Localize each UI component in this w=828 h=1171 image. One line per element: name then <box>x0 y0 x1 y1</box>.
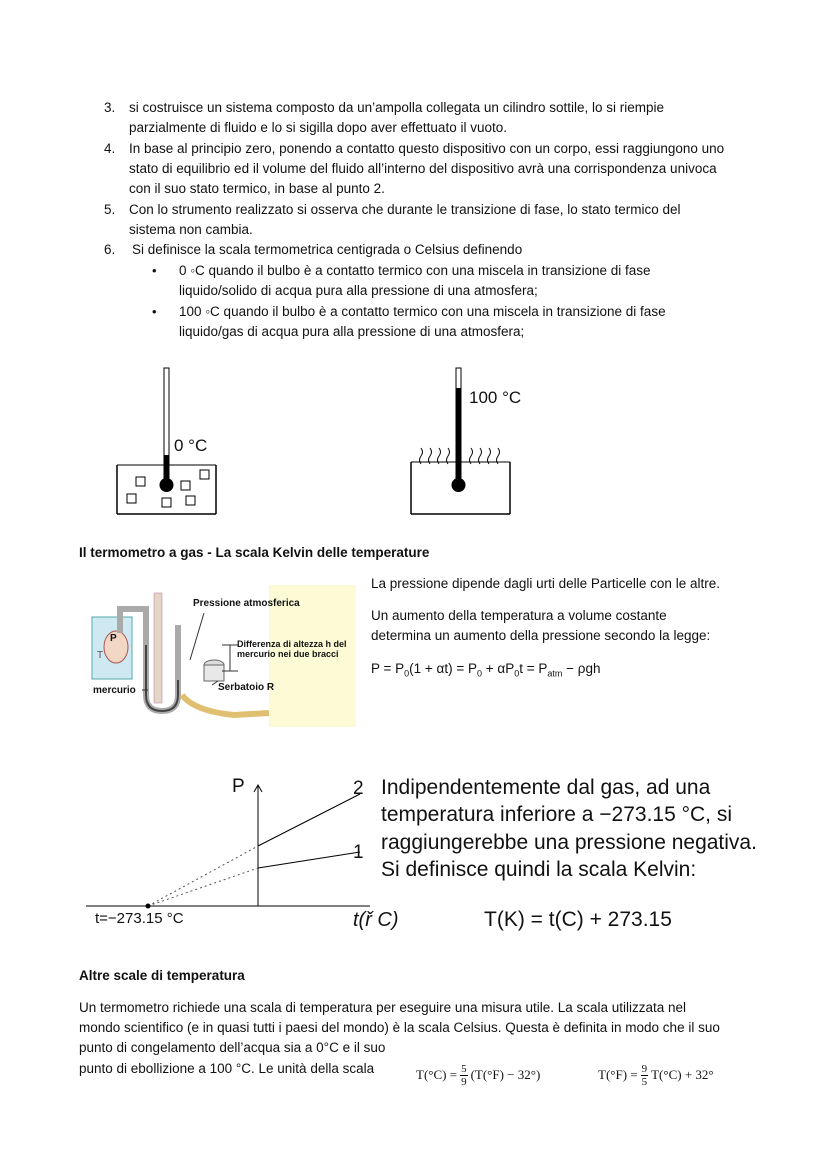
item4-line2: stato di equilibrio ed il volume del fluido all’interno del dispositivo avrà una corrispondenza univoca <box>129 161 717 176</box>
altre-line1: Un termometro richiede una scala di temperatura per eseguire una misura utile. La scala utilizzata nel <box>79 1000 687 1015</box>
formula-c-from-f: T(°C) = $\frac{5}{9}$ (T(°F) − 32°) <box>416 1062 541 1088</box>
line-2 <box>258 794 360 846</box>
kelvin-text-2: temperatura inferiore a −273.15 °C, si <box>381 803 733 826</box>
line-label-2: 2 <box>353 778 364 799</box>
diagram-label-diff1: Differenza di altezza h del <box>237 639 347 649</box>
kelvin-text-4: Si definisce quindi la scala Kelvin: <box>381 858 697 881</box>
list-number-6: 6. <box>104 242 116 257</box>
item3-line1: si costruisce un sistema composto da un’ampolla collegata un cilindro sottile, lo si riempie <box>129 100 665 115</box>
gas-p2-line2: determina un aumento della pressione secondo la legge: <box>371 628 711 643</box>
kelvin-formula: T(K) = t(C) + 273.15 <box>484 908 672 931</box>
gas-heading: Il termometro a gas - La scala Kelvin delle temperature <box>79 545 430 560</box>
bullet-2: • <box>152 304 157 319</box>
bullet1-line1: 0 ◦C quando il bulbo è a contatto termico con una miscela in transizione di fase <box>179 263 651 278</box>
diagram-label-p: P <box>110 633 117 644</box>
altre-line4: punto di ebollizione a 100 °C. Le unità della scala <box>79 1061 375 1076</box>
bullet-1: • <box>152 263 157 278</box>
item3-line2: parzialmente di fluido e lo si sigilla dopo aver effettuato il vuoto. <box>129 120 507 135</box>
origin-point <box>146 904 151 909</box>
altre-heading: Altre scale di temperatura <box>79 968 245 983</box>
gas-p1: La pressione dipende dagli urti delle Particelle con le altre. <box>371 576 720 591</box>
list-number-4: 4. <box>104 141 116 156</box>
item5-line2: sistema non cambia. <box>129 222 253 237</box>
label-100c: 100 °C <box>469 388 522 407</box>
bullet2-line1: 100 ◦C quando il bulbo è a contatto termico con una miscela in transizione di fase <box>179 304 666 319</box>
altre-line2: mondo scientifico (e in quasi tutti i paesi del mondo) è la scala Celsius. Questa è definita in modo che il suo <box>79 1020 720 1035</box>
diagram-label-mercurio: mercurio <box>93 685 136 696</box>
origin-label: t=−273.15 °C <box>95 910 184 927</box>
item5-line1: Con lo strumento realizzato si osserva che durante le transizione di fase, lo stato termico del <box>129 202 681 217</box>
item4-line3: con il suo stato termico, in base al punto 2. <box>129 181 385 196</box>
gas-formula: $P = P_0(1 + \alpha t) = P_0 + \alpha P_0t = P_{atm} - \rho gh$ <box>371 661 601 679</box>
diagram-label-pressione: Pressione atmosferica <box>193 598 300 609</box>
kelvin-text-3: raggiungerebbe una pressione negativa. <box>381 831 757 854</box>
axis-t-label: t(ř C) <box>353 909 399 931</box>
bullet2-line2: liquido/gas di acqua pura alla pressione di una atmosfera; <box>179 324 525 339</box>
axis-p-label: P <box>232 776 245 797</box>
diagram-label-serbatoio: Serbatoio R <box>218 682 275 693</box>
gas-p2-line1: Un aumento della temperatura a volume costante <box>371 608 667 623</box>
altre-line3: punto di congelamento dell’acqua sia a 0°C e il suo <box>79 1040 386 1055</box>
line-1 <box>258 852 360 868</box>
diagram-label-diff2: mercurio nei due bracci <box>237 649 339 659</box>
list-number-5: 5. <box>104 202 116 217</box>
formula-f-from-c: T(°F) = $\frac{9}{5}$ T(°C) + 32° <box>598 1062 714 1088</box>
kelvin-text-1: Indipendentemente dal gas, ad una <box>381 776 711 799</box>
bullet1-line2: liquido/solido di acqua pura alla pressione di una atmosfera; <box>179 283 538 298</box>
list-number-3: 3. <box>104 100 116 115</box>
item6-line1: Si definisce la scala termometrica centigrada o Celsius definendo <box>132 242 523 257</box>
line-label-1: 1 <box>353 842 364 863</box>
diagram-label-t: T <box>97 650 104 661</box>
item4-line1: In base al principio zero, ponendo a contatto questo dispositivo con un corpo, essi raggiungono uno <box>129 141 725 156</box>
label-0c: 0 °C <box>174 436 208 455</box>
